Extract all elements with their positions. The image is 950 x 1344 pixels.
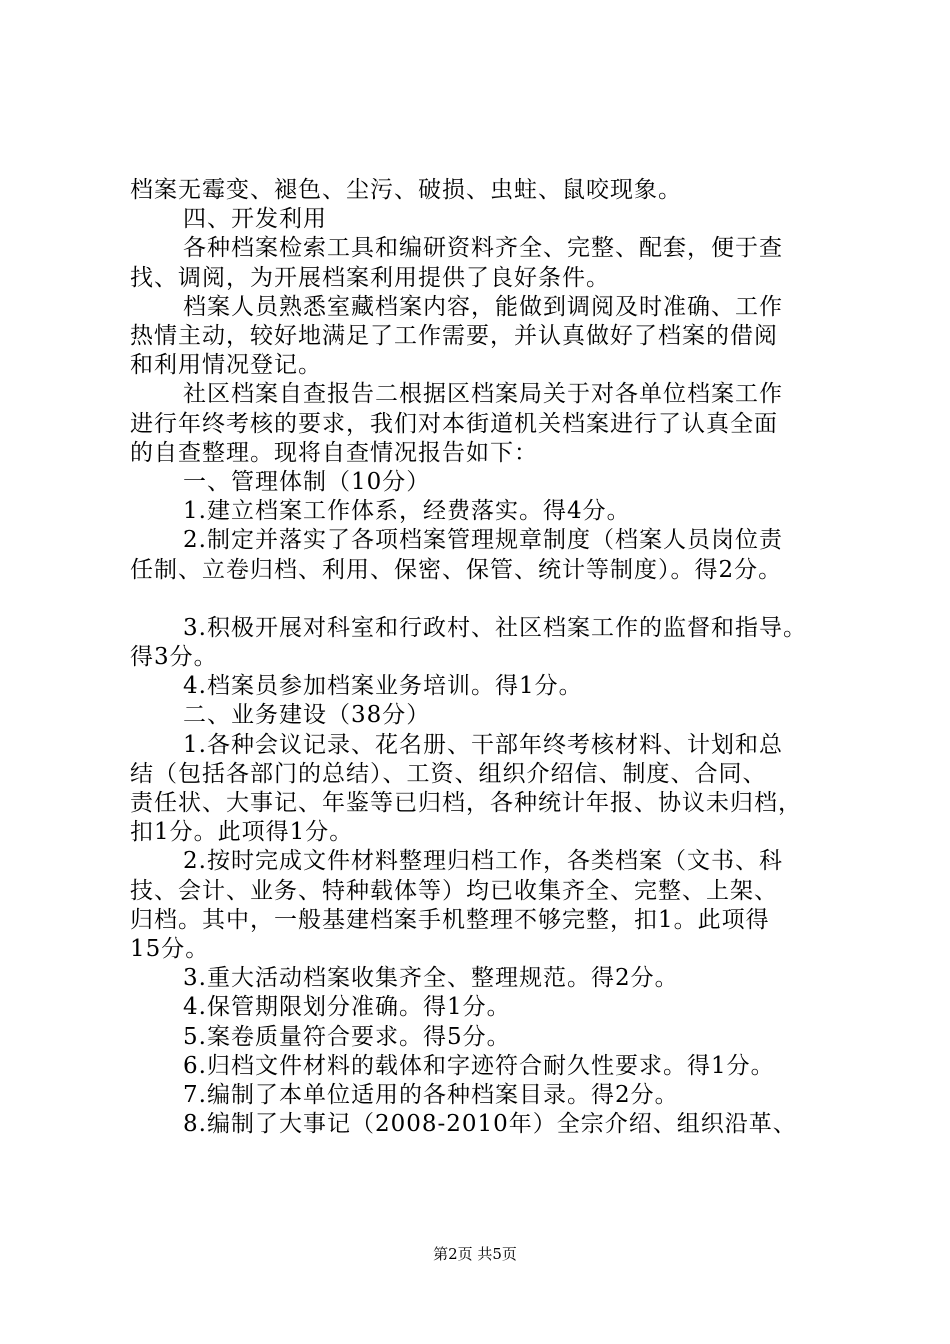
text-line: 档案人员熟悉室藏档案内容，能做到调阅及时准确、工作 (183, 293, 783, 320)
text-line: 社区档案自查报告二根据区档案局关于对各单位档案工作 (183, 381, 783, 408)
text-line: 技、会计、业务、特种载体等）均已收集齐全、完整、上架、 (130, 877, 778, 904)
text-line: 8.编制了大事记（2008-2010年）全宗介绍、组织沿革、 (183, 1111, 797, 1138)
text-line: 四、开发利用 (183, 206, 327, 233)
text-line: 责任状、大事记、年鉴等已归档，各种统计年报、协议未归档， (130, 790, 802, 817)
text-line: 扣1分。此项得1分。 (130, 819, 354, 846)
text-line: 任制、立卷归档、利用、保密、保管、统计等制度）。得2分。 (130, 556, 783, 583)
text-line: 进行年终考核的要求，我们对本街道机关档案进行了认真全面 (130, 410, 778, 437)
text-line: 4.档案员参加档案业务培训。得1分。 (183, 673, 583, 700)
text-line: 15分。 (130, 936, 210, 963)
page-footer: 第2页 共5页 (433, 1245, 517, 1263)
text-line: 2.按时完成文件材料整理归档工作，各类档案（文书、科 (183, 848, 783, 875)
text-line: 1.建立档案工作体系，经费落实。得4分。 (183, 498, 631, 525)
text-line: 6.归档文件材料的载体和字迹符合耐久性要求。得1分。 (183, 1052, 775, 1079)
text-line: 2.制定并落实了各项档案管理规章制度（档案人员岗位责 (183, 527, 783, 554)
text-line: 结（包括各部门的总结）、工资、组织介绍信、制度、合同、 (130, 760, 767, 787)
text-line: 4.保管期限划分准确。得1分。 (183, 994, 511, 1021)
text-line: 各种档案检索工具和编研资料齐全、完整、配套，便于查 (183, 235, 783, 262)
text-line: 的自查整理。现将自查情况报告如下： (130, 439, 538, 466)
text-line: 二、业务建设（38分） (183, 702, 431, 729)
text-line: 一、管理体制（10分） (183, 469, 431, 496)
text-line: 3.积极开展对科室和行政村、社区档案工作的监督和指导。 (183, 614, 807, 641)
text-line: 归档。其中，一般基建档案手机整理不够完整，扣1。此项得 (130, 906, 770, 933)
text-line: 和利用情况登记。 (130, 352, 322, 379)
text-line: 找、调阅，为开展档案利用提供了良好条件。 (130, 264, 610, 291)
document-body (130, 176, 860, 1140)
text-line: 3.重大活动档案收集齐全、整理规范。得2分。 (183, 965, 679, 992)
text-line: 得3分。 (130, 644, 218, 671)
text-line: 5.案卷质量符合要求。得5分。 (183, 1023, 511, 1050)
text-line: 热情主动，较好地满足了工作需要，并认真做好了档案的借阅 (130, 323, 778, 350)
text-line: 7.编制了本单位适用的各种档案目录。得2分。 (183, 1082, 679, 1109)
text-line: 1.各种会议记录、花名册、干部年终考核材料、计划和总 (183, 731, 783, 758)
text-line: 档案无霉变、褪色、尘污、破损、虫蛀、鼠咬现象。 (130, 177, 682, 203)
